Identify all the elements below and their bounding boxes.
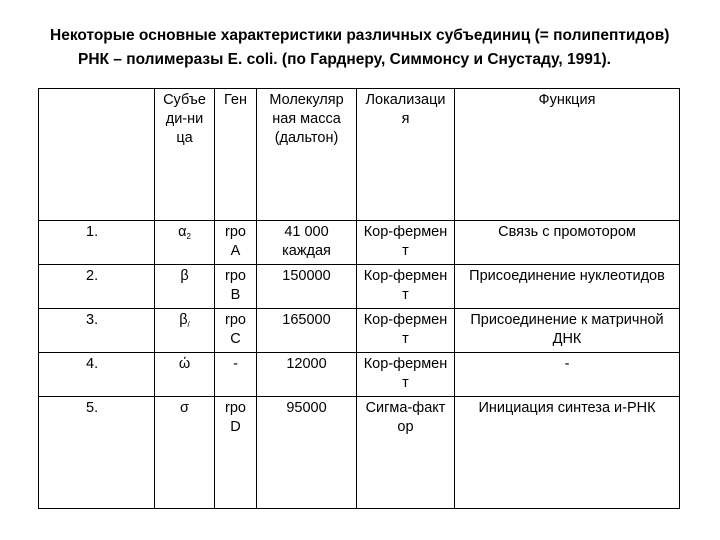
cell-number: 5. <box>39 397 155 509</box>
title-line-2: РНК – полимеразы E. coli. (по Гарднеру, Симмонсу и Снустаду, 1991). <box>78 51 611 68</box>
table-header-row <box>39 89 680 221</box>
header-cell-number <box>39 89 155 221</box>
cell-location: Сигма-факт ор <box>357 397 455 509</box>
cell-mass: 95000 <box>257 397 357 509</box>
subunit-subscript: / <box>187 320 190 329</box>
subunit-symbol: β <box>179 312 188 328</box>
header-cell-location: Локализаци я <box>357 89 455 221</box>
header-cell-mass: Молекуляр ная масса (дальтон) <box>257 89 357 221</box>
cell-gene: rpo C <box>215 309 257 353</box>
cell-function: Присоединение нуклеотидов <box>455 265 680 309</box>
subunit-symbol: α <box>178 224 187 240</box>
header-cell-gene: Ген <box>215 89 257 221</box>
cell-location: Кор-фермен т <box>357 353 455 397</box>
table-row <box>39 353 680 397</box>
cell-gene: - <box>215 353 257 397</box>
cell-mass: 165000 <box>257 309 357 353</box>
cell-subunit <box>155 309 215 353</box>
page-title <box>0 24 720 72</box>
subunits-table <box>38 88 680 509</box>
cell-location: Кор-фермен т <box>357 221 455 265</box>
cell-gene: rpo A <box>215 221 257 265</box>
cell-number: 2. <box>39 265 155 309</box>
title-line-1: Некоторые основные характеристики различных субъединиц (= полипептидов) <box>50 27 670 44</box>
cell-number: 3. <box>39 309 155 353</box>
cell-function: Присоединение к матричной ДНК <box>455 309 680 353</box>
cell-mass: 150000 <box>257 265 357 309</box>
table-row <box>39 309 680 353</box>
cell-gene: rpo D <box>215 397 257 509</box>
cell-gene: rpo B <box>215 265 257 309</box>
header-cell-function: Функция <box>455 89 680 221</box>
cell-mass: 41 000 каждая <box>257 221 357 265</box>
subunit-symbol: σ <box>180 400 189 416</box>
table-row <box>39 221 680 265</box>
cell-subunit <box>155 265 215 309</box>
cell-function: Связь с промотором <box>455 221 680 265</box>
cell-function: - <box>455 353 680 397</box>
table-row <box>39 265 680 309</box>
cell-mass: 12000 <box>257 353 357 397</box>
cell-location: Кор-фермен т <box>357 309 455 353</box>
cell-subunit <box>155 353 215 397</box>
subunit-symbol: ώ <box>178 356 191 372</box>
cell-subunit <box>155 397 215 509</box>
cell-function: Инициация синтеза и-РНК <box>455 397 680 509</box>
subunit-symbol: β <box>180 268 189 284</box>
subunit-subscript: 2 <box>186 232 191 241</box>
cell-subunit <box>155 221 215 265</box>
cell-number: 4. <box>39 353 155 397</box>
cell-location: Кор-фермен т <box>357 265 455 309</box>
table-row <box>39 397 680 509</box>
cell-number: 1. <box>39 221 155 265</box>
header-cell-subunit: Субъе ди-ни ца <box>155 89 215 221</box>
